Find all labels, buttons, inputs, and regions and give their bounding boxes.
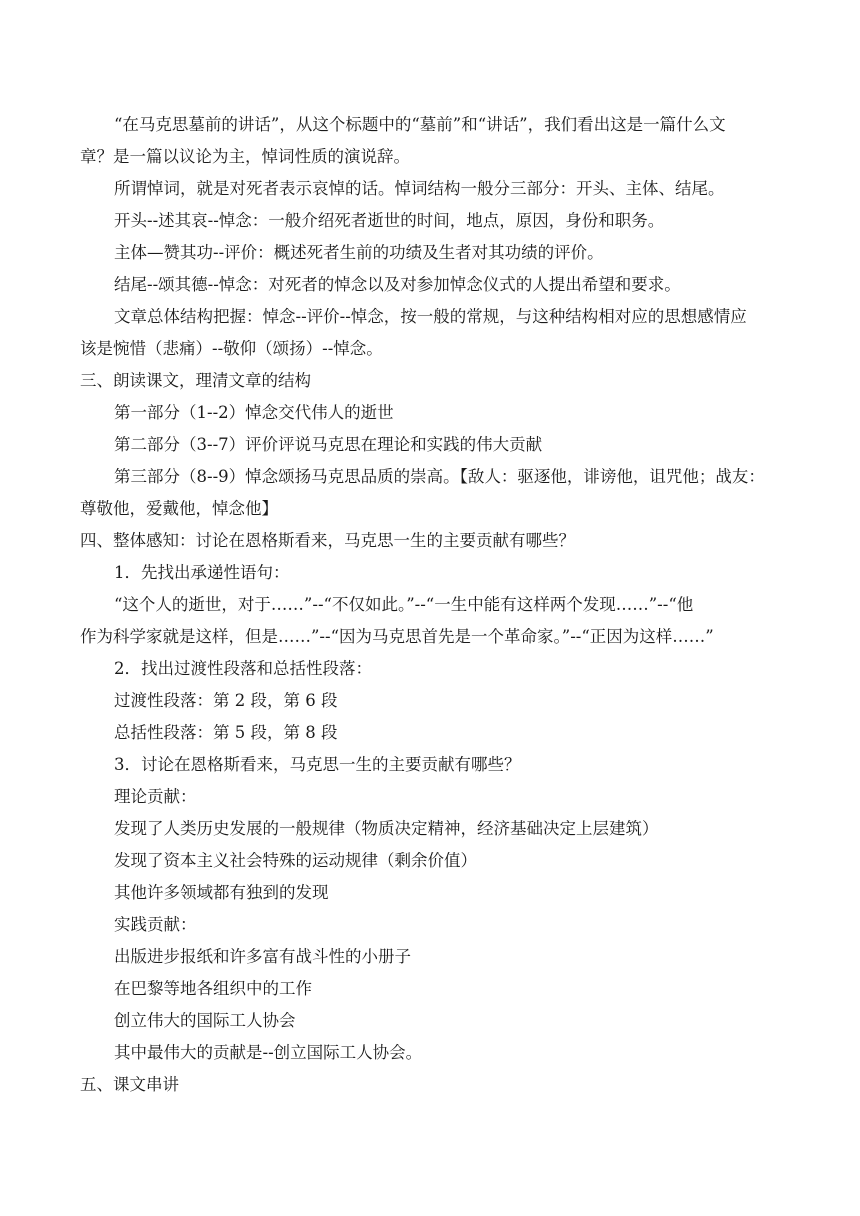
paragraph-line: 结尾--颂其德--悼念：对死者的悼念以及对参加悼念仪式的人提出希望和要求。 — [114, 275, 681, 294]
paragraph-line: 3．讨论在恩格斯看来，马克思一生的主要贡献有哪些？ — [114, 755, 521, 774]
paragraph-line: 第一部分（1--2）悼念交代伟人的逝世 — [114, 403, 394, 422]
paragraph-line: 主体—赞其功--评价：概述死者生前的功绩及生者对其功绩的评价。 — [114, 243, 604, 262]
paragraph-line: 作为科学家就是这样，但是……”--“因为马克思首先是一个革命家。”--“正因为这样……” — [80, 627, 714, 646]
paragraph-line: 章？是一篇以议论为主，悼词性质的演说辞。 — [80, 147, 410, 166]
paragraph-line: 发现了人类历史发展的一般规律（物质决定精神，经济基础决定上层建筑） — [114, 819, 659, 838]
paragraph-line: 理论贡献： — [114, 787, 197, 806]
paragraph-line: 尊敬他，爱戴他，悼念他】 — [80, 499, 278, 518]
paragraph-line: 发现了资本主义社会特殊的运动规律（剩余价值） — [114, 851, 477, 870]
paragraph-line: 该是惋惜（悲痛）--敬仰（颂扬）--悼念。 — [80, 339, 383, 358]
paragraph-line: 其中最伟大的贡献是--创立国际工人协会。 — [114, 1043, 423, 1062]
paragraph-line: “在马克思墓前的讲话”，从这个标题中的“墓前”和“讲话”，我们看出这是一篇什么文 — [114, 115, 726, 134]
paragraph-line: 1．先找出承递性语句： — [114, 563, 290, 582]
paragraph-line: 创立伟大的国际工人协会 — [114, 1011, 296, 1030]
paragraph-line: 第二部分（3--7）评价评说马克思在理论和实践的伟大贡献 — [114, 435, 543, 454]
paragraph-line: “这个人的逝世，对于……”--“不仅如此。”--“一生中能有这样两个发现……”--“他 — [114, 595, 694, 614]
paragraph-line: 出版进步报纸和许多富有战斗性的小册子 — [114, 947, 411, 966]
paragraph-line: 总括性段落：第 5 段，第 8 段 — [114, 723, 338, 742]
section-heading: 三、朗读课文，理清文章的结构 — [80, 371, 311, 390]
section-heading: 四、整体感知：讨论在恩格斯看来，马克思一生的主要贡献有哪些？ — [80, 531, 575, 550]
paragraph-line: 实践贡献： — [114, 915, 197, 934]
paragraph-line: 过渡性段落：第 2 段，第 6 段 — [114, 691, 338, 710]
paragraph-line: 2．找出过渡性段落和总括性段落： — [114, 659, 372, 678]
paragraph-line: 所谓悼词，就是对死者表示哀悼的话。悼词结构一般分三部分：开头、主体、结尾。 — [114, 179, 725, 198]
paragraph-line: 文章总体结构把握：悼念--评价--悼念，按一般的常规，与这种结构相对应的思想感情应 — [114, 307, 747, 326]
paragraph-line: 在巴黎等地各组织中的工作 — [114, 979, 312, 998]
paragraph-line: 第三部分（8--9）悼念颂扬马克思品质的崇高。【敌人：驱逐他，诽谤他，诅咒他；战友： — [114, 467, 765, 486]
paragraph-line: 开头--述其哀--悼念：一般介绍死者逝世的时间，地点，原因，身份和职务。 — [114, 211, 665, 230]
paragraph-line: 其他许多领域都有独到的发现 — [114, 883, 329, 902]
section-heading: 五、课文串讲 — [80, 1075, 179, 1094]
